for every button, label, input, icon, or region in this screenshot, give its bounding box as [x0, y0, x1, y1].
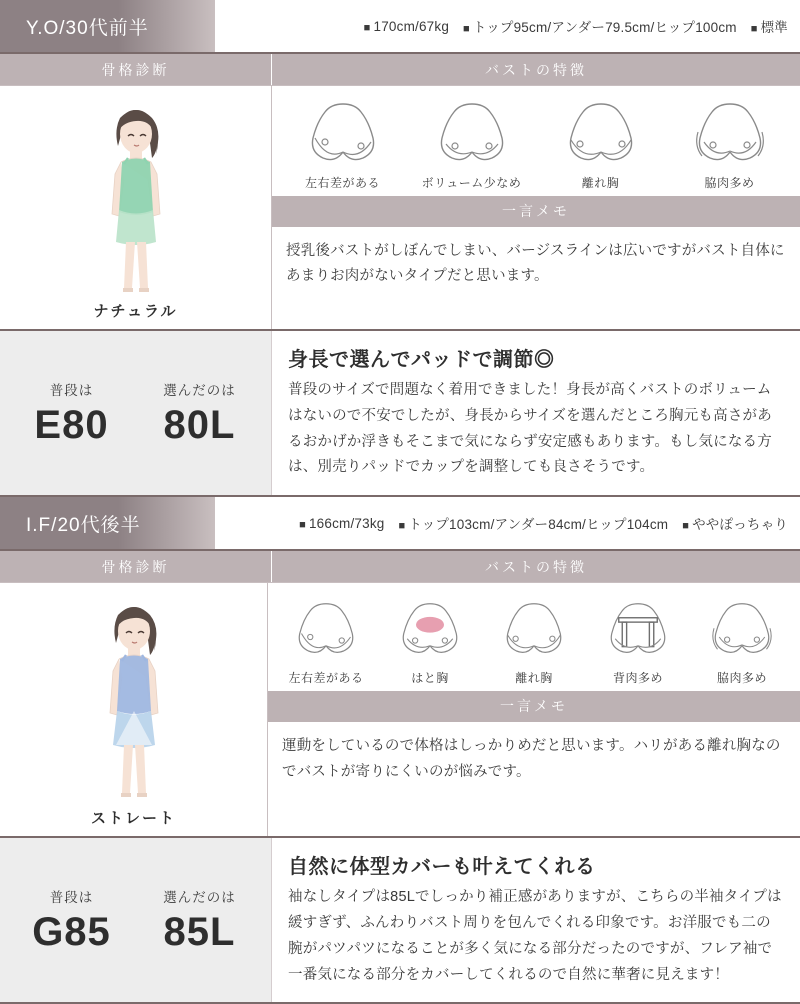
review-block-2: [0, 497, 800, 1004]
column-header-bust-1: バストの特徴: [272, 54, 800, 85]
column-header-skeleton-2: 骨格診断: [0, 551, 272, 582]
memo-body-2: 運動をしているので体格はしっかりめだと思います。ハリがある離れ胸なのでバストが寄りにくいのが悩みです。: [282, 738, 781, 780]
bust-side-flesh-icon: [700, 595, 784, 665]
size-cell-2: [0, 838, 272, 1002]
stat-build: ■ 標準: [751, 16, 788, 36]
stat-measurements: ■ トップ95cm/アンダー79.5cm/ヒップ100cm: [463, 16, 737, 36]
bust-feature-item: [678, 98, 782, 191]
memo-header-1: 一言メモ: [272, 195, 800, 227]
bust-feature-label: 脇肉多め: [704, 176, 755, 190]
bust-feature-item: [549, 98, 653, 191]
reviewer-stats-2: [215, 497, 800, 549]
bust-feature-label: 脇肉多め: [716, 671, 767, 686]
body-figure-illustration: [64, 593, 204, 803]
review-header-2: [0, 497, 800, 549]
stat-measurements: ■ トップ103cm/アンダー84cm/ヒップ104cm: [399, 513, 669, 533]
column-header-skeleton-1: 骨格診断: [0, 54, 272, 85]
bust-and-memo-1: [272, 86, 800, 329]
bust-wide-set-icon: [492, 595, 576, 665]
bust-feature-label: はと胸: [411, 671, 449, 686]
comment-title-2: 自然に体型カバーも叶えてくれる: [288, 856, 596, 879]
size-cell-1: [0, 331, 272, 495]
usual-size-label: 普段は: [49, 383, 94, 399]
bust-asymmetric-icon: [284, 595, 368, 665]
bust-feature-item: [274, 595, 378, 686]
comment-title-1: 身長で選んでパッドで調節◎: [288, 349, 555, 371]
column-header-bust-2: バストの特徴: [272, 551, 800, 582]
skeleton-type-2: ストレート: [90, 810, 176, 828]
chosen-size-value: 80L: [163, 403, 236, 448]
chosen-size-label: 選んだのは: [163, 383, 236, 399]
bust-and-memo-2: [268, 583, 800, 836]
usual-size-label: 普段は: [49, 890, 94, 906]
skeleton-type-1: ナチュラル: [93, 303, 178, 320]
comment-cell-2: [272, 838, 800, 1002]
memo-header-2: 一言メモ: [268, 690, 800, 722]
review-header-1: [0, 0, 800, 52]
chosen-size-value: 85L: [163, 910, 236, 955]
size-comment-row-2: [0, 838, 800, 1002]
chosen-size-box-1: [136, 379, 264, 447]
bust-feature-label: 離れ胸: [581, 176, 620, 190]
bust-feature-label: 背肉多め: [612, 671, 663, 686]
chosen-size-label: 選んだのは: [163, 890, 236, 906]
usual-size-value: E80: [34, 403, 109, 448]
bust-back-flesh-icon: [596, 595, 680, 665]
figure-cell-2: [0, 583, 268, 836]
bust-side-flesh-icon: [682, 98, 778, 170]
size-comment-row-1: [0, 331, 800, 495]
bust-small-volume-icon: [424, 98, 520, 170]
review-block-1: [0, 0, 800, 497]
bust-feature-item: [378, 595, 482, 686]
bust-feature-item: [690, 595, 794, 686]
column-headers-2: [0, 549, 800, 583]
comment-body-2: 袖なしタイプは85Lでしっかり補正感がありますが、こちらの半袖タイプは緩すぎず、ふんわりバスト周りを包んでくれる印象です。お洋服でも二の腕がパツパツになることが多く気になる部分だったのですが、フレア袖で一番気になる部分をカバーしてくれるので自然に華奢に見えます！: [288, 889, 782, 983]
stat-body: ■ 170cm/67kg: [364, 19, 449, 34]
usual-size-box-1: [8, 379, 136, 447]
bust-pigeon-chest-icon: [388, 595, 472, 665]
body-row-1: [0, 86, 800, 331]
comment-body-1: 普段のサイズで問題なく着用できました！身長が高くバストのボリュームはないので不安でしたが、身長からサイズを選んだところ胸元も高さがあるおかげか浮きもそこまで気にならず安定感もあります。もし気になる方は、別売りパッドでカップを調整しても良さそうです。: [288, 382, 772, 476]
comment-cell-1: [272, 331, 800, 495]
reviewer-stats-1: [215, 0, 800, 52]
bust-feature-label: ボリューム少なめ: [421, 176, 522, 190]
usual-size-box-2: [8, 886, 136, 954]
column-headers-1: [0, 52, 800, 86]
bust-feature-item: [291, 98, 395, 191]
reviewer-name-1: Y.O/30代前半: [0, 0, 215, 52]
reviewer-name-2: I.F/20代後半: [0, 497, 215, 549]
bust-feature-label: 離れ胸: [515, 671, 553, 686]
bust-asymmetric-icon: [295, 98, 391, 170]
memo-body-1: 授乳後バストがしぼんでしまい、バージスラインは広いですがバスト自体にあまりお肉がないタイプだと思います。: [286, 243, 785, 285]
bust-feature-item: [482, 595, 586, 686]
bust-feature-list-2: [268, 583, 800, 690]
bust-feature-item: [420, 98, 524, 191]
chosen-size-box-2: [136, 886, 264, 954]
stat-build: ■ ややぽっちゃり: [682, 513, 788, 533]
bust-feature-label: 左右差がある: [304, 176, 380, 190]
body-row-2: [0, 583, 800, 838]
bust-feature-item: [586, 595, 690, 686]
stat-body: ■ 166cm/73kg: [299, 516, 384, 531]
bust-feature-list-1: [272, 86, 800, 195]
body-figure-illustration: [66, 96, 206, 296]
bust-feature-label: 左右差がある: [288, 671, 364, 686]
figure-cell-1: [0, 86, 272, 329]
bust-wide-set-icon: [553, 98, 649, 170]
usual-size-value: G85: [32, 910, 111, 955]
